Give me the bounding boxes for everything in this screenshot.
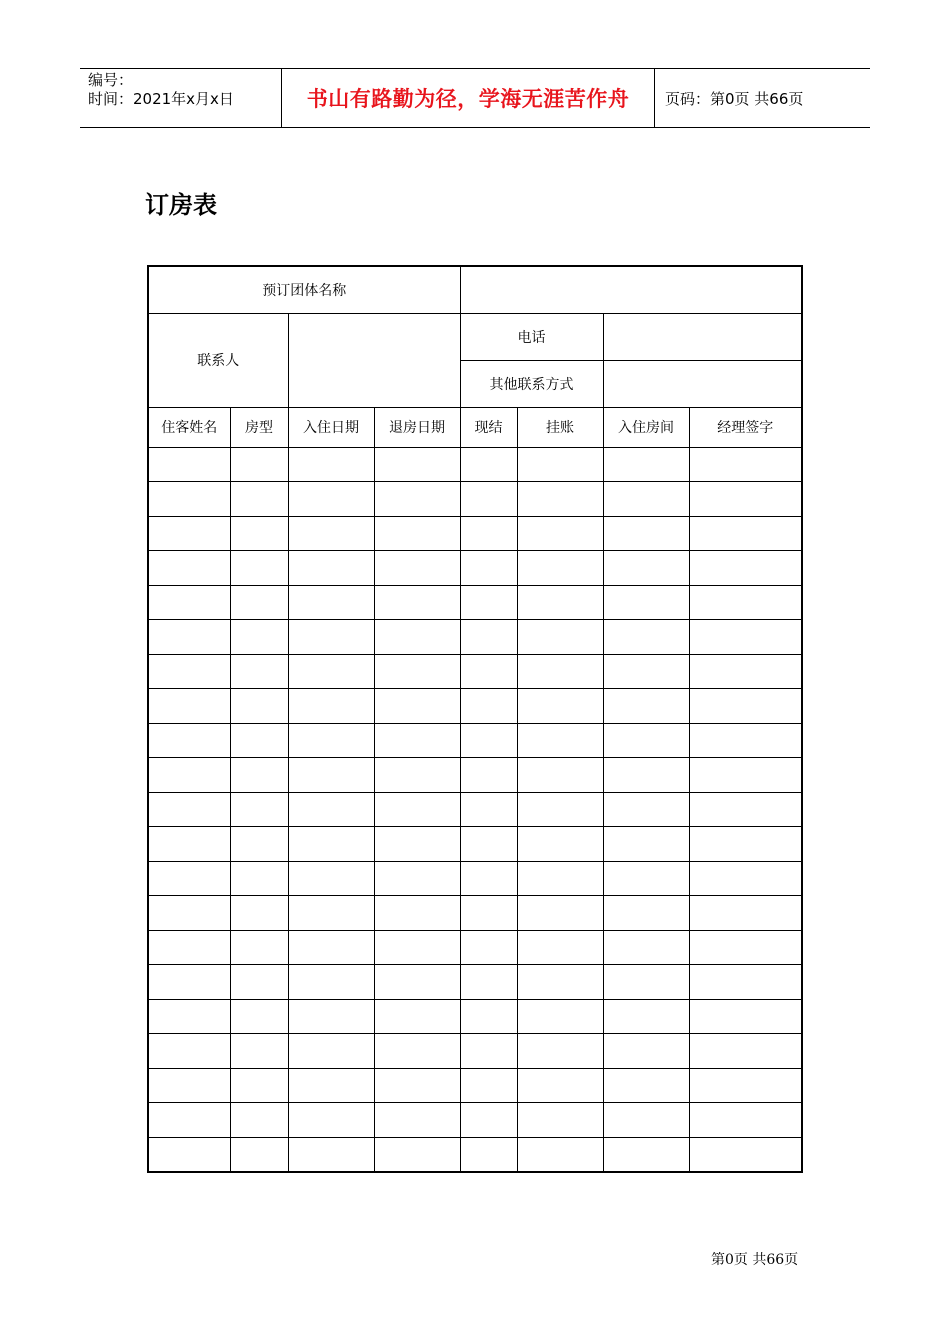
table-cell[interactable] xyxy=(460,482,517,517)
table-cell[interactable] xyxy=(460,723,517,758)
table-cell[interactable] xyxy=(374,827,460,862)
table-cell[interactable] xyxy=(148,482,230,517)
table-row xyxy=(148,1103,802,1138)
table-cell[interactable] xyxy=(689,930,802,965)
table-cell[interactable] xyxy=(148,516,230,551)
table-row xyxy=(148,585,802,620)
table-cell[interactable] xyxy=(460,930,517,965)
table-row xyxy=(148,689,802,724)
table-cell[interactable] xyxy=(460,447,517,482)
time-label: 时间：2021年x月x日 xyxy=(88,90,234,108)
header-divider xyxy=(654,69,655,127)
table-cell[interactable] xyxy=(603,896,689,931)
table-cell[interactable] xyxy=(603,551,689,586)
table-cell[interactable] xyxy=(230,482,288,517)
table-cell[interactable] xyxy=(460,1137,517,1172)
table-cell[interactable] xyxy=(288,1068,374,1103)
table-cell[interactable] xyxy=(230,585,288,620)
table-cell[interactable] xyxy=(603,689,689,724)
table-cell[interactable] xyxy=(374,965,460,1000)
table-row xyxy=(148,1068,802,1103)
table-cell[interactable] xyxy=(230,516,288,551)
table-cell[interactable] xyxy=(148,758,230,793)
table-cell[interactable] xyxy=(460,551,517,586)
table-cell[interactable] xyxy=(603,861,689,896)
table-cell[interactable] xyxy=(460,654,517,689)
table-cell[interactable] xyxy=(148,1068,230,1103)
table-cell[interactable] xyxy=(374,620,460,655)
table-cell[interactable] xyxy=(374,551,460,586)
number-label: 编号： xyxy=(88,71,134,89)
table-cell[interactable] xyxy=(689,620,802,655)
table-row xyxy=(148,861,802,896)
table-cell[interactable] xyxy=(148,827,230,862)
table-cell[interactable] xyxy=(374,585,460,620)
table-cell[interactable] xyxy=(517,585,603,620)
table-cell[interactable] xyxy=(148,551,230,586)
table-cell[interactable] xyxy=(148,999,230,1034)
other-contact-label: 其他联系方式 xyxy=(460,360,603,407)
table-cell[interactable] xyxy=(288,585,374,620)
table-cell[interactable] xyxy=(603,1034,689,1069)
table-cell[interactable] xyxy=(148,930,230,965)
table-cell[interactable] xyxy=(288,689,374,724)
group-name-field[interactable] xyxy=(460,266,802,313)
group-name-label: 预订团体名称 xyxy=(148,266,460,313)
table-row xyxy=(148,620,802,655)
table-cell[interactable] xyxy=(148,447,230,482)
table-cell[interactable] xyxy=(517,896,603,931)
table-cell[interactable] xyxy=(288,1034,374,1069)
table-cell[interactable] xyxy=(517,758,603,793)
contact-field[interactable] xyxy=(288,313,460,407)
table-cell[interactable] xyxy=(517,1068,603,1103)
table-cell[interactable] xyxy=(374,896,460,931)
table-cell[interactable] xyxy=(517,447,603,482)
table-cell[interactable] xyxy=(603,723,689,758)
table-cell[interactable] xyxy=(230,1137,288,1172)
table-row xyxy=(148,930,802,965)
table-cell[interactable] xyxy=(689,861,802,896)
table-cell[interactable] xyxy=(230,930,288,965)
table-cell[interactable] xyxy=(603,827,689,862)
table-cell[interactable] xyxy=(288,447,374,482)
table-cell[interactable] xyxy=(603,585,689,620)
table-cell[interactable] xyxy=(689,896,802,931)
table-cell[interactable] xyxy=(288,482,374,517)
table-cell[interactable] xyxy=(230,654,288,689)
table-cell[interactable] xyxy=(230,551,288,586)
table-cell[interactable] xyxy=(374,516,460,551)
table-cell[interactable] xyxy=(148,1137,230,1172)
table-cell[interactable] xyxy=(374,758,460,793)
table-cell[interactable] xyxy=(230,965,288,1000)
table-cell[interactable] xyxy=(288,758,374,793)
table-cell[interactable] xyxy=(603,1103,689,1138)
col-on-account: 挂账 xyxy=(517,407,603,447)
table-cell[interactable] xyxy=(288,723,374,758)
table-cell[interactable] xyxy=(689,447,802,482)
table-cell[interactable] xyxy=(374,1137,460,1172)
table-row xyxy=(148,1137,802,1172)
table-cell[interactable] xyxy=(374,723,460,758)
table-row xyxy=(148,654,802,689)
table-cell[interactable] xyxy=(517,551,603,586)
table-cell[interactable] xyxy=(148,965,230,1000)
other-contact-field[interactable] xyxy=(603,360,802,407)
col-room-number: 入住房间 xyxy=(603,407,689,447)
table-cell[interactable] xyxy=(517,1034,603,1069)
table-cell[interactable] xyxy=(460,896,517,931)
table-cell[interactable] xyxy=(148,585,230,620)
table-cell[interactable] xyxy=(603,482,689,517)
table-cell[interactable] xyxy=(603,792,689,827)
table-cell[interactable] xyxy=(288,930,374,965)
table-cell[interactable] xyxy=(517,620,603,655)
table-cell[interactable] xyxy=(517,1137,603,1172)
table-cell[interactable] xyxy=(288,654,374,689)
table-cell[interactable] xyxy=(148,723,230,758)
table-cell[interactable] xyxy=(374,861,460,896)
table-cell[interactable] xyxy=(148,1034,230,1069)
table-row xyxy=(148,792,802,827)
table-cell[interactable] xyxy=(689,482,802,517)
booking-form-table xyxy=(147,265,803,1173)
table-cell[interactable] xyxy=(288,861,374,896)
table-cell[interactable] xyxy=(460,585,517,620)
table-row xyxy=(148,999,802,1034)
table-cell[interactable] xyxy=(460,516,517,551)
table-cell[interactable] xyxy=(374,792,460,827)
table-cell[interactable] xyxy=(148,861,230,896)
table-cell[interactable] xyxy=(460,1103,517,1138)
table-cell[interactable] xyxy=(603,758,689,793)
table-cell[interactable] xyxy=(689,516,802,551)
table-row xyxy=(148,516,802,551)
table-cell[interactable] xyxy=(288,827,374,862)
table-cell[interactable] xyxy=(148,896,230,931)
table-cell[interactable] xyxy=(689,999,802,1034)
table-cell[interactable] xyxy=(517,654,603,689)
table-cell[interactable] xyxy=(517,965,603,1000)
table-cell[interactable] xyxy=(288,551,374,586)
table-cell[interactable] xyxy=(230,447,288,482)
table-cell[interactable] xyxy=(288,792,374,827)
table-cell[interactable] xyxy=(230,1068,288,1103)
table-cell[interactable] xyxy=(517,689,603,724)
header-meta xyxy=(88,71,282,109)
col-manager-signature: 经理签字 xyxy=(689,407,802,447)
table-cell[interactable] xyxy=(230,792,288,827)
table-row xyxy=(148,827,802,862)
contact-row xyxy=(148,313,802,360)
table-cell[interactable] xyxy=(374,1034,460,1069)
table-cell[interactable] xyxy=(288,516,374,551)
table-cell[interactable] xyxy=(230,1103,288,1138)
table-cell[interactable] xyxy=(230,620,288,655)
table-cell[interactable] xyxy=(689,1034,802,1069)
table-cell[interactable] xyxy=(230,723,288,758)
table-row xyxy=(148,723,802,758)
table-cell[interactable] xyxy=(230,861,288,896)
table-cell[interactable] xyxy=(517,999,603,1034)
table-cell[interactable] xyxy=(689,1137,802,1172)
table-cell[interactable] xyxy=(460,999,517,1034)
table-cell[interactable] xyxy=(288,965,374,1000)
contact-label: 联系人 xyxy=(148,313,288,407)
table-cell[interactable] xyxy=(517,482,603,517)
group-name-row xyxy=(148,266,802,313)
table-cell[interactable] xyxy=(374,447,460,482)
table-cell[interactable] xyxy=(689,689,802,724)
header-motto: 书山有路勤为径，学海无涯苦作舟 xyxy=(306,87,630,111)
table-cell[interactable] xyxy=(603,1137,689,1172)
table-cell[interactable] xyxy=(603,1068,689,1103)
table-cell[interactable] xyxy=(689,723,802,758)
table-cell[interactable] xyxy=(689,585,802,620)
table-cell[interactable] xyxy=(460,965,517,1000)
table-cell[interactable] xyxy=(230,1034,288,1069)
table-cell[interactable] xyxy=(374,482,460,517)
table-row xyxy=(148,1034,802,1069)
table-cell[interactable] xyxy=(603,999,689,1034)
table-cell[interactable] xyxy=(230,896,288,931)
table-cell[interactable] xyxy=(148,689,230,724)
table-cell[interactable] xyxy=(374,1068,460,1103)
column-header-row xyxy=(148,407,802,447)
table-cell[interactable] xyxy=(689,965,802,1000)
table-cell[interactable] xyxy=(603,447,689,482)
table-row xyxy=(148,896,802,931)
table-cell[interactable] xyxy=(603,930,689,965)
table-cell[interactable] xyxy=(374,999,460,1034)
table-row xyxy=(148,965,802,1000)
table-cell[interactable] xyxy=(517,792,603,827)
table-cell[interactable] xyxy=(460,620,517,655)
table-cell[interactable] xyxy=(603,654,689,689)
phone-field[interactable] xyxy=(603,313,802,360)
table-cell[interactable] xyxy=(517,1103,603,1138)
table-cell[interactable] xyxy=(689,1068,802,1103)
table-cell[interactable] xyxy=(288,1103,374,1138)
table-cell[interactable] xyxy=(689,551,802,586)
table-cell[interactable] xyxy=(517,516,603,551)
table-cell[interactable] xyxy=(460,758,517,793)
table-cell[interactable] xyxy=(517,827,603,862)
table-cell[interactable] xyxy=(374,689,460,724)
table-cell[interactable] xyxy=(230,689,288,724)
table-cell[interactable] xyxy=(374,1103,460,1138)
table-cell[interactable] xyxy=(374,654,460,689)
table-cell[interactable] xyxy=(689,758,802,793)
col-checkin-date: 入住日期 xyxy=(288,407,374,447)
page-title: 订房表 xyxy=(145,191,217,219)
table-cell[interactable] xyxy=(230,999,288,1034)
table-cell[interactable] xyxy=(148,654,230,689)
page-footer: 第0页 共66页 xyxy=(711,1252,799,1268)
table-cell[interactable] xyxy=(517,723,603,758)
table-row xyxy=(148,758,802,793)
col-guest-name: 住客姓名 xyxy=(148,407,230,447)
table-cell[interactable] xyxy=(230,758,288,793)
phone-label: 电话 xyxy=(460,313,603,360)
table-cell[interactable] xyxy=(517,861,603,896)
table-cell[interactable] xyxy=(148,1103,230,1138)
table-cell[interactable] xyxy=(689,792,802,827)
table-cell[interactable] xyxy=(689,1103,802,1138)
table-cell[interactable] xyxy=(603,516,689,551)
table-row xyxy=(148,447,802,482)
table-cell[interactable] xyxy=(288,620,374,655)
table-cell[interactable] xyxy=(148,792,230,827)
table-cell[interactable] xyxy=(460,792,517,827)
table-row xyxy=(148,551,802,586)
table-cell[interactable] xyxy=(603,620,689,655)
table-cell[interactable] xyxy=(689,827,802,862)
header-page-info: 页码：第0页 共66页 xyxy=(665,89,804,108)
table-cell[interactable] xyxy=(460,1068,517,1103)
table-cell[interactable] xyxy=(603,965,689,1000)
table-cell[interactable] xyxy=(288,999,374,1034)
table-cell[interactable] xyxy=(689,654,802,689)
table-cell[interactable] xyxy=(374,930,460,965)
table-cell[interactable] xyxy=(460,1034,517,1069)
table-cell[interactable] xyxy=(460,861,517,896)
table-cell[interactable] xyxy=(230,827,288,862)
col-pay-now: 现结 xyxy=(460,407,517,447)
table-cell[interactable] xyxy=(288,1137,374,1172)
table-cell[interactable] xyxy=(148,620,230,655)
table-row xyxy=(148,482,802,517)
table-cell[interactable] xyxy=(460,827,517,862)
page-header xyxy=(80,68,870,128)
col-room-type: 房型 xyxy=(230,407,288,447)
table-cell[interactable] xyxy=(288,896,374,931)
col-checkout-date: 退房日期 xyxy=(374,407,460,447)
table-cell[interactable] xyxy=(517,930,603,965)
table-cell[interactable] xyxy=(460,689,517,724)
